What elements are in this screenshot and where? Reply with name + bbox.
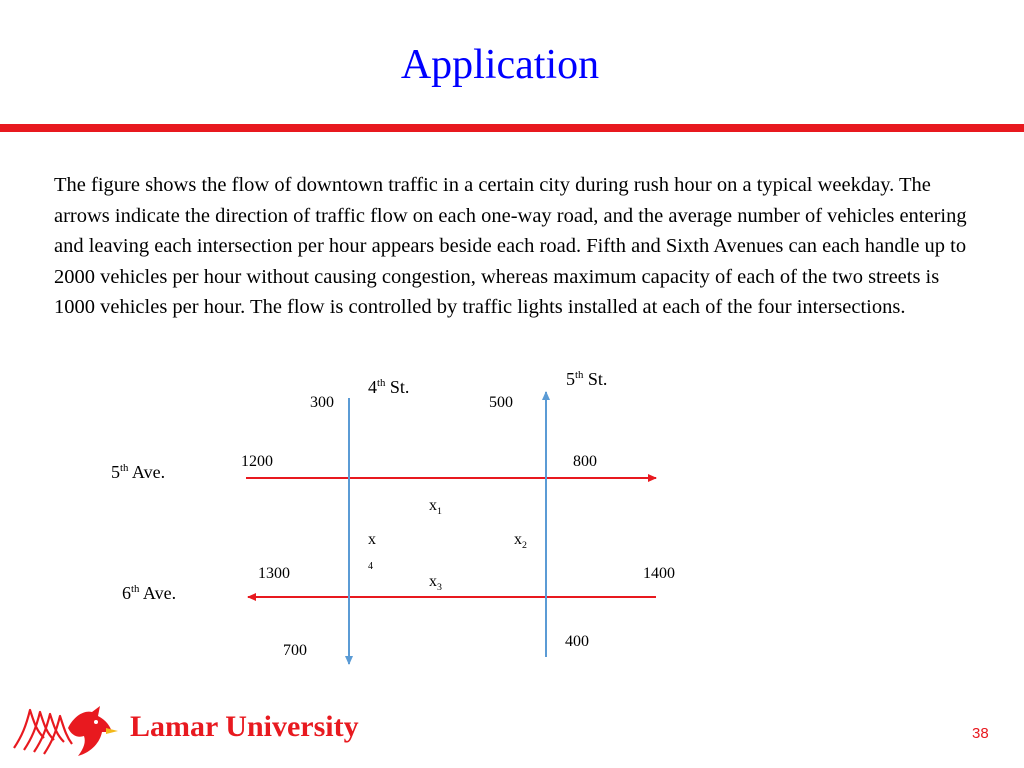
flow-left-fifth-ave: 1200 [241,453,273,470]
slide-title: Application [400,42,600,88]
flow-right-fifth-ave: 800 [573,453,597,470]
variable-x1: $x_1$ [429,497,442,518]
variable-x2: $x_2$ [514,531,527,552]
cardinal-logo-icon [10,698,122,760]
flow-top-left: 300 [310,394,334,411]
flow-top-right: 500 [489,394,513,411]
problem-description: The figure shows the flow of downtown traffic in a certain city during rush hour on a typical weekday. The arrows indicate the direction of traffic flow on each one-way road, and the average number of vehicles entering and leaving each intersection per hour appears beside each road. Fifth and Sixth Avenues can each handle up to 2000 vehicles per hour without causing congestion, whereas maximum capacity of each of the two streets is 1000 vehicles per hour. The flow is controlled by traffic lights installed at each of the four intersections. [54,174,967,318]
flow-bottom-right: 400 [565,633,589,650]
fifth-street-label: 5th St. [566,369,608,389]
variable-x4: x 4 [368,531,376,572]
flow-bottom-left: 700 [283,642,307,659]
flow-right-sixth-ave: 1400 [643,565,675,582]
fifth-avenue-label: 5th Ave. [111,462,166,482]
flow-left-sixth-ave: 1300 [258,565,290,582]
page-number: 38 [972,725,989,742]
university-name: Lamar University [130,710,359,743]
variable-x3: $x_3$ [429,573,442,594]
sixth-avenue-label: 6th Ave. [122,583,177,603]
fourth-street-label: 4th St. [368,377,410,397]
